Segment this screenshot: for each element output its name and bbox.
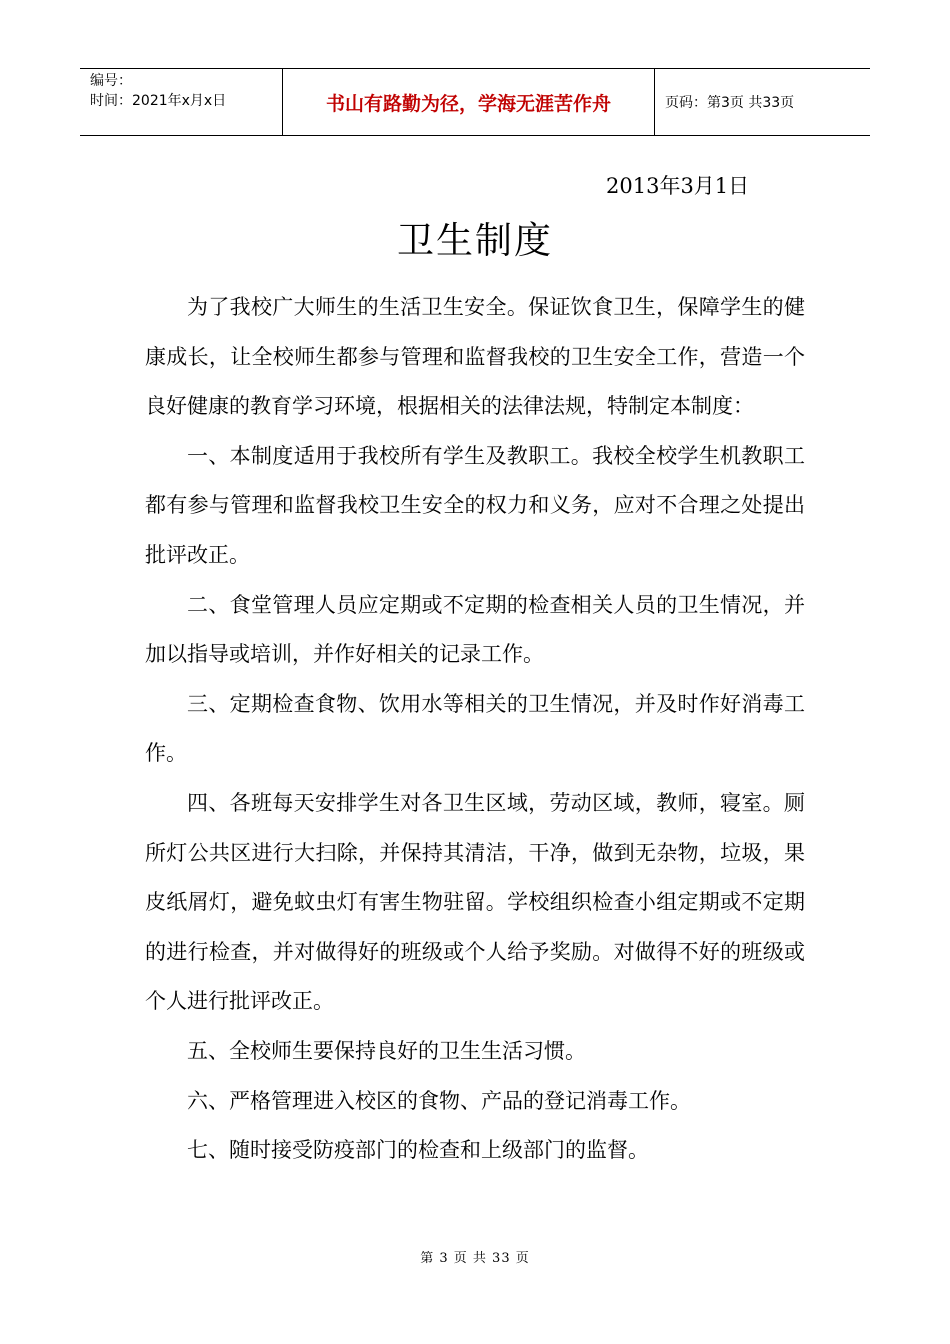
rule-paragraph-4: 四、各班每天安排学生对各卫生区域，劳动区域，教师，寝室。厕所灯公共区进行大扫除，并保持其清洁，干净，做到无杂物，垃圾，果皮纸屑灯，避免蚊虫灯有害生物驻留。学校组织检查小组定期或不定期的进行检查，并对做得好的班级或个人给予奖励。对做得不好的班级或个人进行批评改正。 — [145, 790, 805, 1014]
intro-paragraph: 为了我校广大师生的生活卫生安全。保证饮食卫生，保障学生的健康成长，让全校师生都参与管理和监督我校的卫生安全工作，营造一个良好健康的教育学习环境，根据相关的法律法规，特制定本制度： — [145, 295, 805, 419]
rule-paragraph-6: 六、严格管理进入校区的食物、产品的登记消毒工作。 — [187, 1088, 691, 1113]
document-body — [145, 283, 805, 1176]
document-number-label: 编号： — [90, 73, 132, 89]
rule-paragraph-1: 一、本制度适用于我校所有学生及教职工。我校全校学生机教职工都有参与管理和监督我校卫生安全的权力和义务，应对不合理之处提出批评改正。 — [145, 443, 805, 567]
header-page-info: 页码：第3页 共33页 — [665, 95, 795, 111]
rule-paragraph-5: 五、全校师生要保持良好的卫生生活习惯。 — [187, 1038, 586, 1063]
page-footer: 第 3 页 共 33 页 — [420, 1251, 530, 1266]
document-time-label: 时间：2021年x月x日 — [90, 93, 227, 109]
rule-paragraph-7: 七、随时接受防疫部门的检查和上级部门的监督。 — [187, 1138, 649, 1163]
rule-paragraph-2: 二、食堂管理人员应定期或不定期的检查相关人员的卫生情况，并加以指导或培训，并作好相关的记录工作。 — [145, 592, 805, 667]
page-header — [80, 68, 870, 136]
header-motto: 书山有路勤为径，学海无涯苦作舟 — [282, 69, 655, 135]
header-meta — [80, 69, 282, 135]
document-date: 2013年3月1日 — [606, 174, 750, 198]
rule-paragraph-3: 三、定期检查食物、饮用水等相关的卫生情况，并及时作好消毒工作。 — [145, 691, 805, 766]
document-title: 卫生制度 — [397, 219, 553, 262]
